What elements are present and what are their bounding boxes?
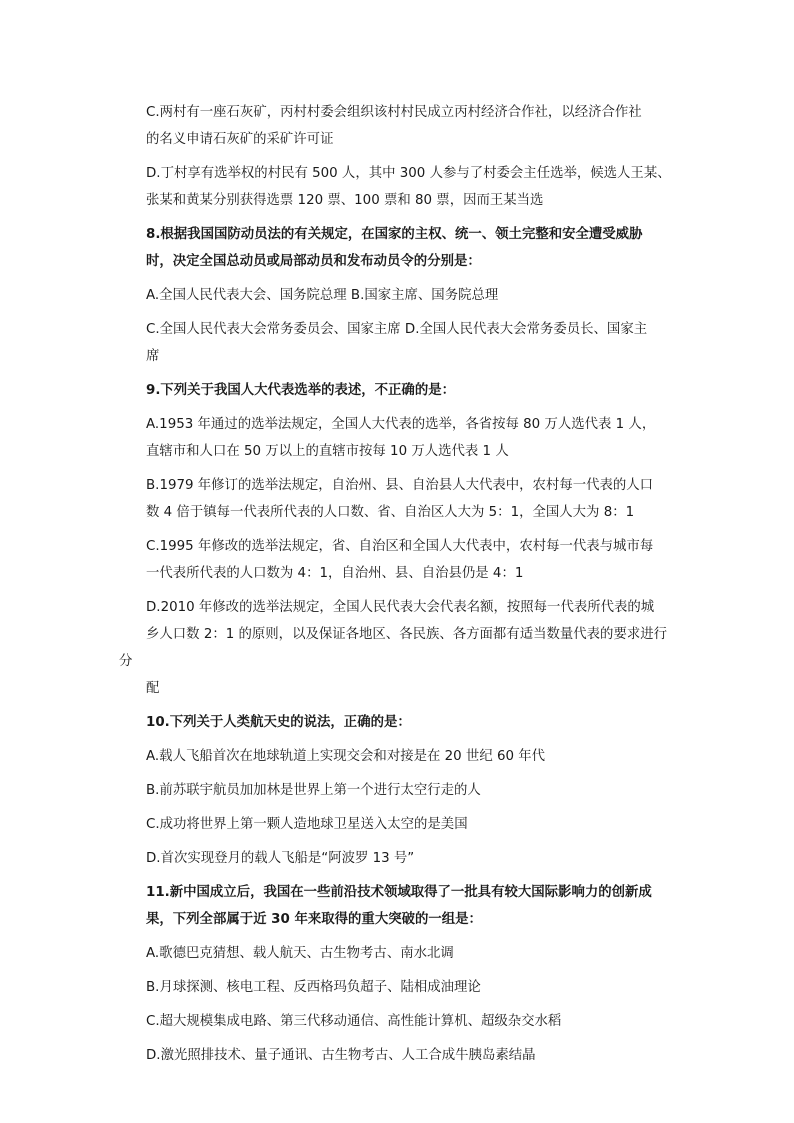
text-line: A.全国人民代表大会、国务院总理 B.国家主席、国务院总理 [146,288,499,303]
answer-option [119,845,679,872]
answer-option [119,811,679,838]
answer-option [119,777,679,804]
text-line: D.激光照排技术、量子通讯、古生物考古、人工合成牛胰岛素结晶 [146,1048,536,1063]
answer-option [119,472,679,526]
answer-option [119,940,679,967]
text-line: D.丁村享有选举权的村民有 500 人，其中 300 人参与了村委会主任选举，候选人王某、 [146,166,671,181]
text-line: 8.根据我国国防动员法的有关规定，在国家的主权、统一、领土完整和安全遭受威胁 [146,227,643,242]
text-line: 果，下列全部属于近 30 年来取得的重大突破的一组是： [146,912,482,927]
text-line: 时，决定全国总动员或局部动员和发布动员令的分别是： [146,254,481,269]
text-line: B.1979 年修订的选举法规定，自治州、县、自治县人大代表中，农村每一代表的人口 [146,478,654,493]
text-line: 乡人口数 2：1 的原则，以及保证各地区、各民族、各方面都有适当数量代表的要求进行分 [119,627,668,669]
question-stem [119,709,679,736]
text-line: 张某和黄某分别获得选票 120 票、100 票和 80 票，因而王某当选 [146,193,544,208]
text-line: B.月球探测、核电工程、反西格玛负超子、陆相成油理论 [146,980,481,995]
text-line: B.前苏联宇航员加加林是世界上第一个进行太空行走的人 [146,783,481,798]
text-line: 11.新中国成立后，我国在一些前沿技术领域取得了一批具有较大国际影响力的创新成 [146,885,652,900]
text-line: A.歌德巴克猜想、载人航天、古生物考古、南水北调 [146,946,454,961]
question-stem [119,221,679,275]
answer-option [119,533,679,587]
text-line: C.1995 年修改的选举法规定，省、自治区和全国人大代表中，农村每一代表与城市每 [146,539,654,554]
answer-option [119,160,679,214]
text-line: D.2010 年修改的选举法规定，全国人民代表大会代表名额，按照每一代表所代表的城 [146,600,655,615]
text-line: D.首次实现登月的载人飞船是“阿波罗 13 号” [146,851,415,866]
answer-option [119,411,679,465]
text-line: 配 [146,681,160,696]
question-stem [119,879,679,933]
answer-option [119,974,679,1001]
text-line: A.1953 年通过的选举法规定，全国人大代表的选举，各省按每 80 万人选代表 1 人， [146,417,656,432]
document-body [119,99,679,1069]
text-line: C.两村有一座石灰矿，丙村村委会组织该村村民成立丙村经济合作社，以经济合作社 [146,105,642,120]
text-line: C.全国人民代表大会常务委员会、国家主席 D.全国人民代表大会常务委员长、国家主 [146,322,648,337]
text-line: C.成功将世界上第一颗人造地球卫星送入太空的是美国 [146,817,468,832]
text-line: 10.下列关于人类航天史的说法，正确的是： [146,715,411,730]
answer-option [119,1042,679,1069]
text-line: 席 [146,349,160,364]
text-line: 一代表所代表的人口数为 4：1，自治州、县、自治县仍是 4：1 [146,566,524,581]
answer-option [119,282,679,309]
answer-option [119,316,679,370]
answer-option [119,99,679,153]
text-line: C.超大规模集成电路、第三代移动通信、高性能计算机、超级杂交水稻 [146,1014,562,1029]
answer-option [119,594,679,702]
text-line: 9.下列关于我国人大代表选举的表述，不正确的是： [146,383,455,398]
text-line: 数 4 倍于镇每一代表所代表的人口数、省、自治区人大为 5：1，全国人大为 8：1 [146,505,635,520]
answer-option [119,743,679,770]
answer-option [119,1008,679,1035]
text-line: 的名义申请石灰矿的采矿许可证 [146,132,334,147]
text-line: 直辖市和人口在 50 万以上的直辖市按每 10 万人选代表 1 人 [146,444,509,459]
question-stem [119,377,679,404]
text-line: A.载人飞船首次在地球轨道上实现交会和对接是在 20 世纪 60 年代 [146,749,546,764]
